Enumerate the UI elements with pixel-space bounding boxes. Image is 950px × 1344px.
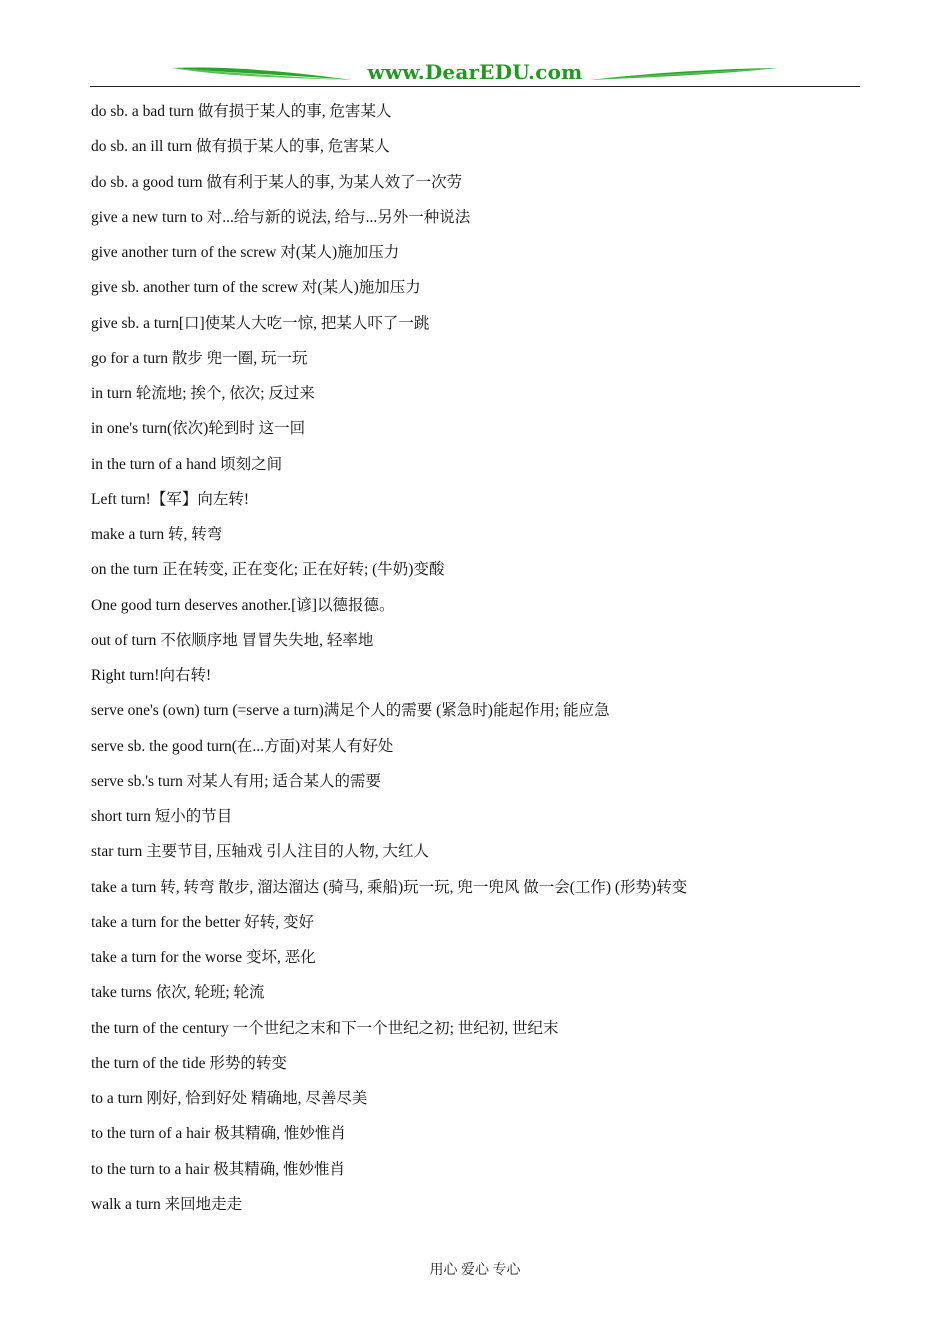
phrase-entry: in turn 轮流地; 挨个, 依次; 反过来 [91,385,315,402]
phrase-entry: Left turn!【军】向左转! [91,490,249,508]
phrase-entry: One good turn deserves another.[谚]以德报德。 [91,596,395,614]
phrase-entry: in one's turn(依次)轮到时 这一回 [91,420,306,438]
phrase-entry: Right turn!向右转! [91,667,212,684]
phrase-entry: take a turn 转, 转弯 散步, 溜达溜达 (骑马, 乘船)玩一玩, 兜一兜风 做一会(工作) (形势)转变 [91,878,688,896]
phrase-entry: walk a turn 来回地走走 [91,1195,243,1213]
phrase-entry: serve one's (own) turn (=serve a turn)满足个人的需要 (紧急时)能起作用; 能应急 [91,702,610,720]
phrase-entry: give sb. a turn[口]使某人大吃一惊, 把某人吓了一跳 [91,314,430,332]
phrase-entry: take a turn for the better 好转, 变好 [91,913,314,931]
phrase-entry: serve sb. the good turn(在...方面)对某人有好处 [91,737,394,755]
phrase-entry: on the turn 正在转变, 正在变化; 正在好转; (牛奶)变酸 [91,561,445,579]
page-header [90,58,860,88]
phrase-entry: make a turn 转, 转弯 [91,526,223,543]
logo-text: www.DearEDU.com [367,60,583,84]
phrase-entry: do sb. an ill turn 做有损于某人的事, 危害某人 [91,138,390,156]
phrase-entry: do sb. a good turn 做有利于某人的事, 为某人效了一次劳 [91,173,463,191]
phrase-entry: out of turn 不依顺序地 冒冒失失地, 轻率地 [91,631,374,649]
page-footer: 用心 爱心 专心 [429,1263,521,1278]
phrase-entry: give another turn of the screw 对(某人)施加压力 [91,244,400,261]
phrase-entry: go for a turn 散步 兜一圈, 玩一玩 [91,349,308,367]
phrase-entry: to the turn of a hair 极其精确, 惟妙惟肖 [91,1125,346,1143]
phrase-entry: do sb. a bad turn 做有损于某人的事, 危害某人 [91,103,392,120]
phrase-entry: take turns 依次, 轮班; 轮流 [91,984,265,1002]
phrase-entry: give a new turn to 对...给与新的说法, 给与...另外一种说法 [91,208,471,226]
phrase-entry: to a turn 刚好, 恰到好处 精确地, 尽善尽美 [91,1090,368,1107]
phrase-entry: take a turn for the worse 变坏, 恶化 [91,949,316,966]
phrase-entry: in the turn of a hand 顷刻之间 [91,455,283,473]
phrase-entry: to the turn to a hair 极其精确, 惟妙惟肖 [91,1160,345,1178]
phrase-entry: the turn of the tide 形势的转变 [91,1054,287,1072]
phrase-list [91,100,871,1228]
phrase-entry: star turn 主要节目, 压轴戏 引人注目的人物, 大红人 [91,843,429,861]
header-divider [90,86,860,87]
phrase-entry: short turn 短小的节目 [91,808,233,825]
phrase-entry: the turn of the century 一个世纪之末和下一个世纪之初; 世纪初, 世纪末 [91,1019,559,1037]
phrase-entry: give sb. another turn of the screw 对(某人)施加压力 [91,279,421,297]
phrase-entry: serve sb.'s turn 对某人有用; 适合某人的需要 [91,772,381,790]
